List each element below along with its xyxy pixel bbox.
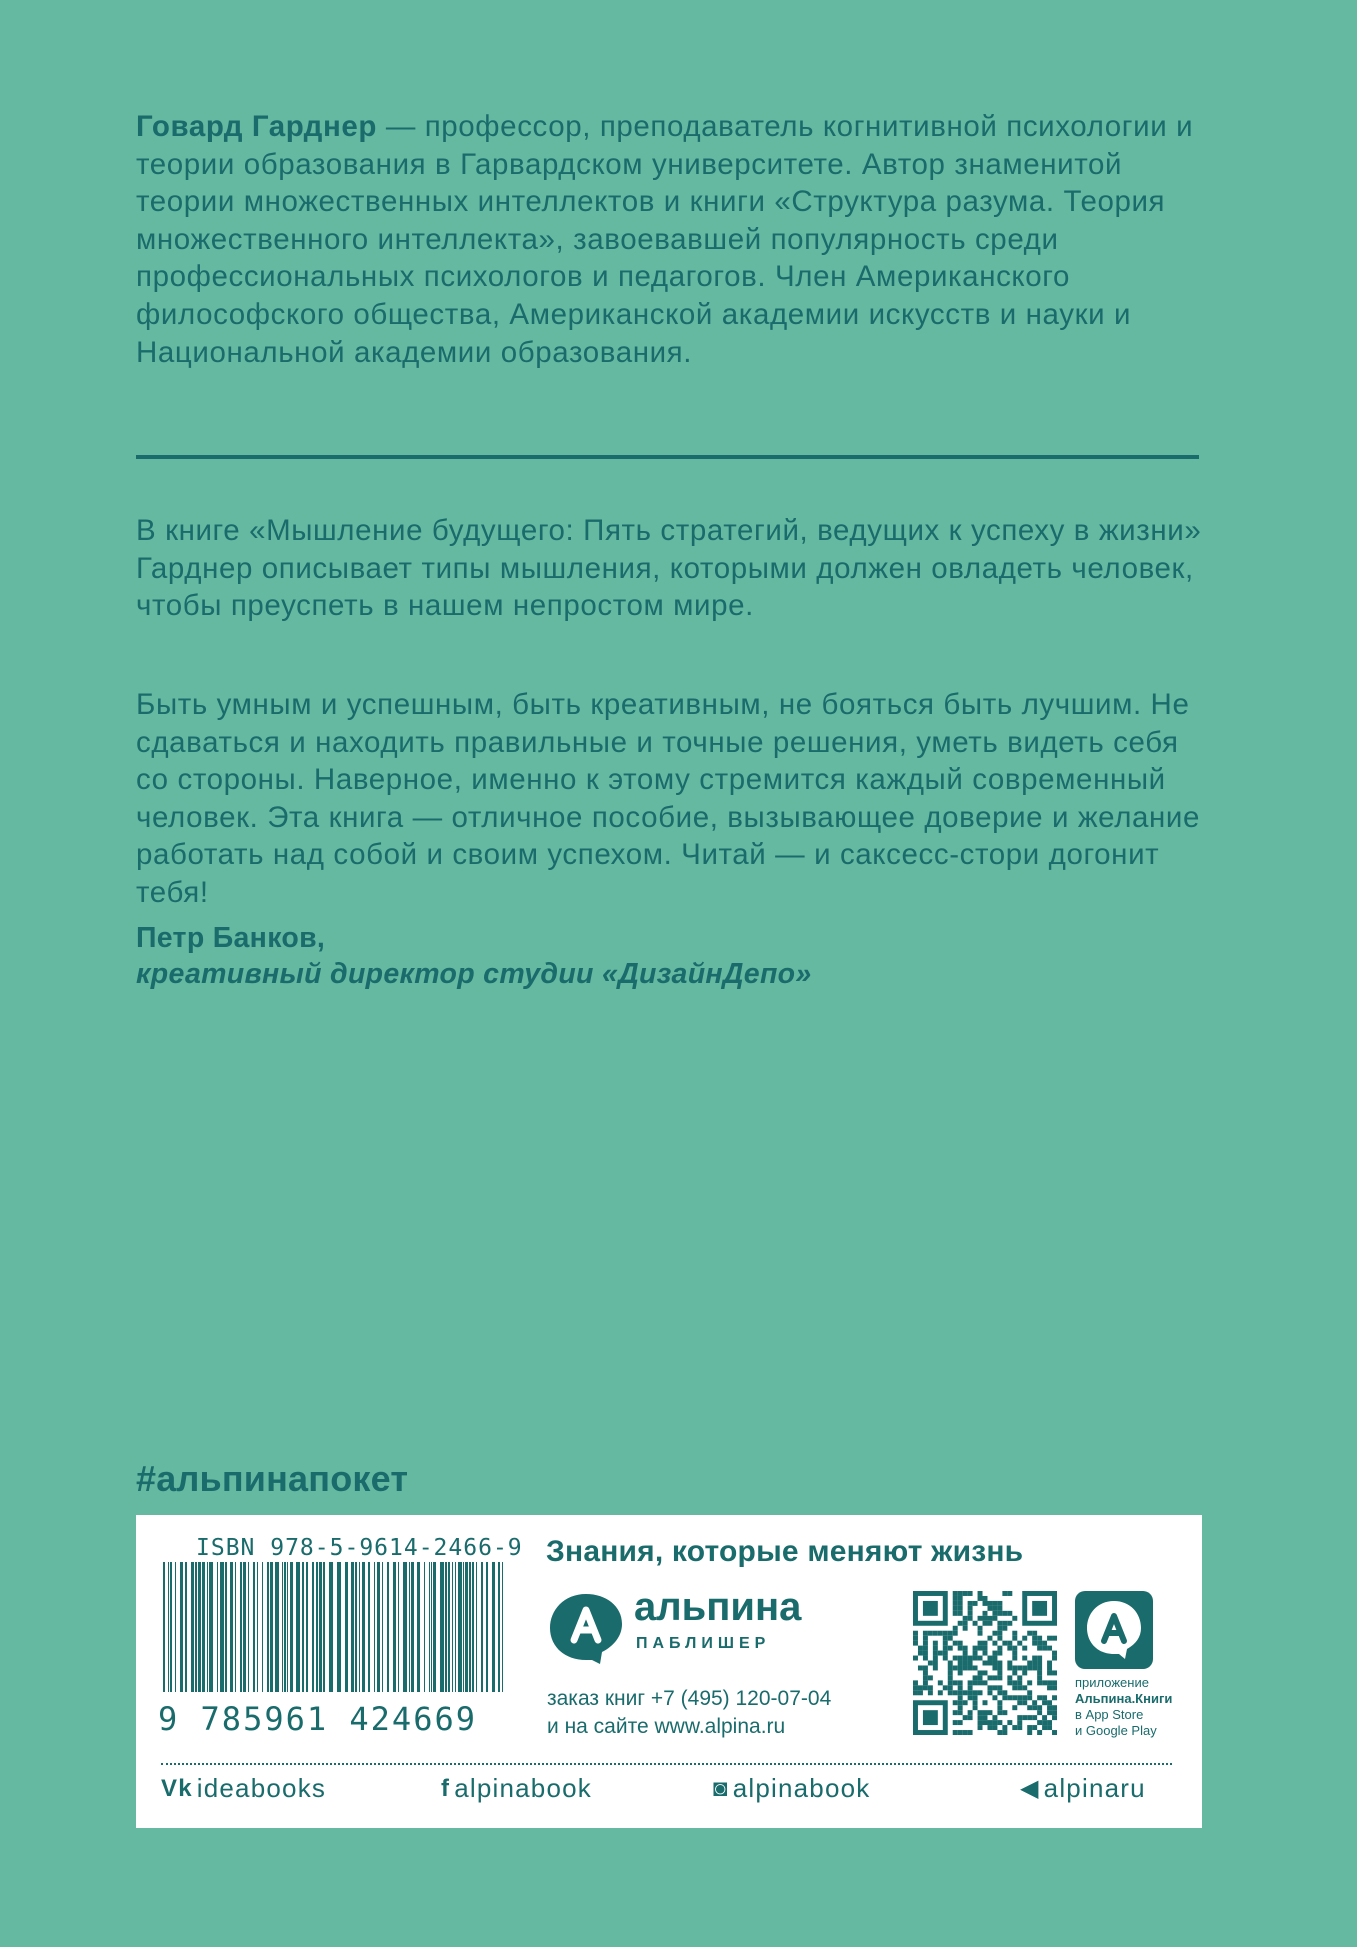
hashtag: #альпинапокет — [136, 1458, 409, 1499]
telegram-icon: ◀ — [1020, 1775, 1040, 1802]
isbn: ISBN 978-5-9614-2466-9 — [196, 1535, 523, 1561]
barcode-digits: 9 785961 424669 — [158, 1700, 477, 1738]
author-name: Говард Гарднер — [136, 110, 378, 143]
author-bio — [136, 108, 1206, 371]
review-quote: Быть умным и успешным, быть креативным, не бояться быть лучшим. Не сдаваться и находить правильные и точные решения, уметь видеть себя со стороны. Наверное, именно к этому стремится каждый современный человек. Эта книга — отличное пособие, вызывающее доверие и желание работать над собой и своим успехом. Читай — и саксесс-стори догонит тебя! — [136, 688, 1200, 909]
app-promo — [1075, 1675, 1185, 1739]
social-handle: alpinabook — [454, 1773, 592, 1803]
barcode-image — [159, 1562, 509, 1692]
publisher-slogan: Знания, которые меняют жизнь — [546, 1535, 1024, 1568]
app-promo-line: приложение — [1075, 1675, 1149, 1690]
vk-icon: Vk — [161, 1774, 193, 1802]
app-promo-name: Альпина.Книги — [1075, 1691, 1173, 1706]
book-description: В книге «Мышление будущего: Пять стратегий, ведущих к успеху в жизни» Гарднер описывает типы мышления, которыми должен овладеть человек, чтобы преуспеть в нашем непростом мире. — [136, 514, 1202, 623]
social-telegram — [1020, 1773, 1146, 1804]
app-promo-line: в App Store — [1075, 1707, 1144, 1722]
social-vk — [161, 1773, 326, 1804]
publisher-panel — [136, 1515, 1202, 1828]
order-phone: заказ книг +7 (495) 120-07-04 — [547, 1687, 832, 1710]
divider — [136, 455, 1199, 459]
order-website: и на сайте www.alpina.ru — [547, 1715, 786, 1738]
social-facebook — [441, 1773, 592, 1804]
review-signature — [136, 920, 812, 992]
facebook-icon: f — [441, 1774, 451, 1802]
app-icon — [1075, 1591, 1153, 1669]
social-instagram — [713, 1773, 870, 1804]
social-handle: alpinabook — [732, 1773, 871, 1803]
app-promo-line: и Google Play — [1075, 1723, 1157, 1738]
qr-code-icon — [913, 1591, 1057, 1735]
publisher-subtitle: ПАБЛИШЕР — [636, 1635, 771, 1652]
dotted-divider — [161, 1763, 1172, 1765]
social-handle: alpinaru — [1043, 1773, 1146, 1803]
author-bio-text: — профессор, преподаватель когнитивной психологии и теории образования в Гарвардском университете. Автор знаменитой теории множественных интеллектов и книги «Структура разума. Теория множественного интеллекта», завоевавшей популярность среди профессиональных психологов и педагогов. Член Американского философского общества, Американской академии искусств и науки и Национальной академии образования. — [136, 110, 1194, 369]
instagram-icon: ◙ — [713, 1774, 729, 1802]
reviewer-name: Петр Банков, — [136, 922, 326, 954]
alpina-logo-icon — [546, 1590, 626, 1665]
social-handle: ideabooks — [196, 1773, 327, 1803]
publisher-name: альпина — [634, 1585, 802, 1629]
reviewer-role: креативный директор студии «ДизайнДепо» — [136, 958, 812, 990]
